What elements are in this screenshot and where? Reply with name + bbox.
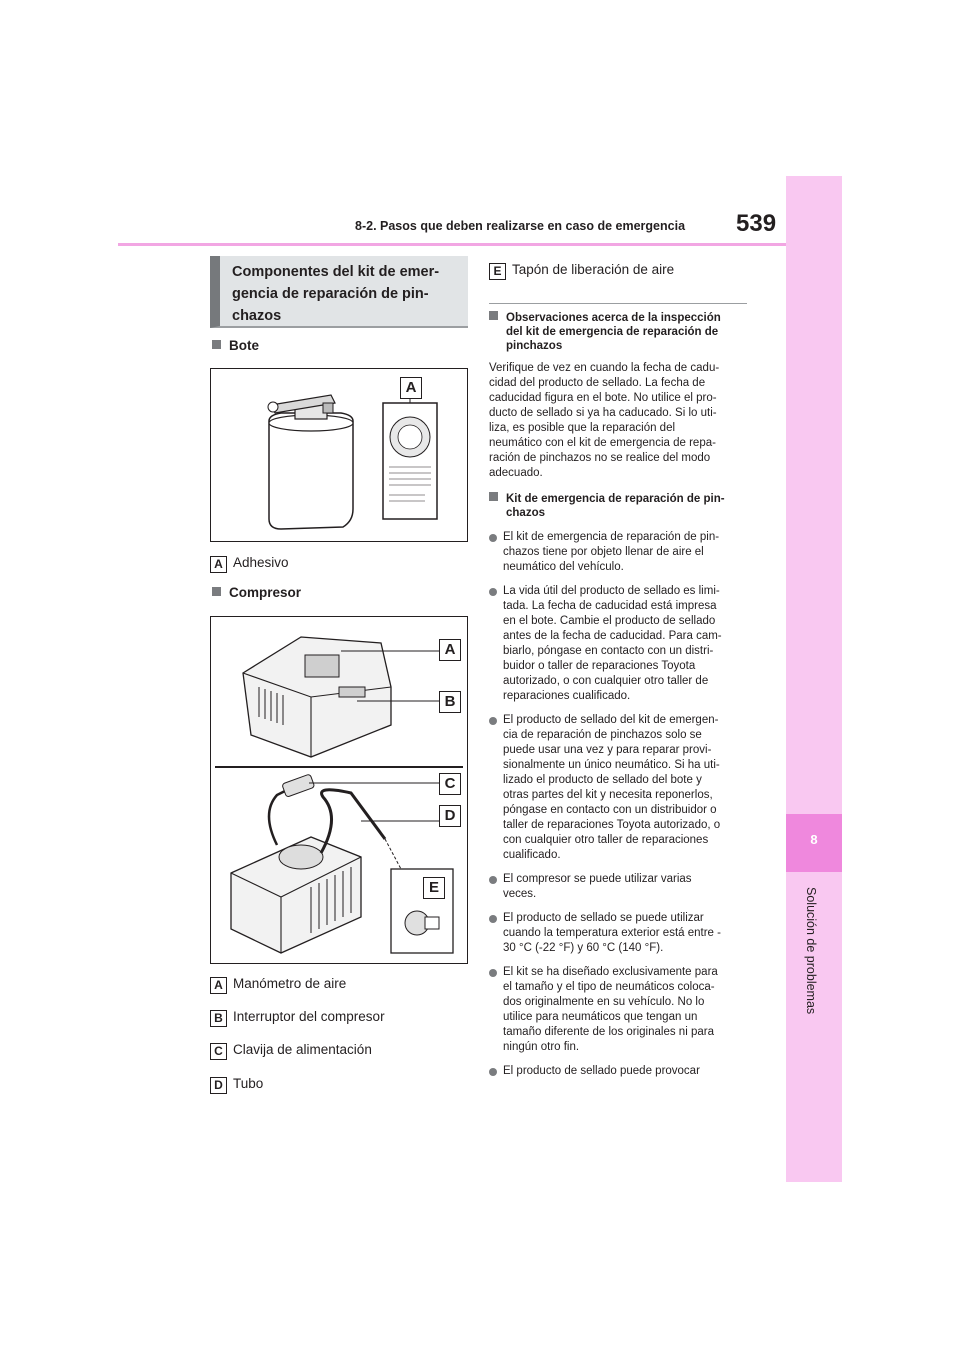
bullet-dot-icon: [489, 588, 497, 596]
bullet-line: El producto de sellado del kit de emergen-: [503, 714, 719, 726]
callout-d: D: [439, 805, 461, 827]
bullet-line: El producto de sellado se puede utilizar: [503, 912, 704, 924]
bullet-line: La vida útil del producto de sellado es limi-: [503, 585, 720, 597]
bullet-item: [489, 911, 751, 956]
legend-key: C: [210, 1043, 227, 1060]
note-heading-inspection: [489, 311, 751, 353]
bullet-dot-icon: [489, 717, 497, 725]
bullet-line: dos originalmente en su vehículo. No lo: [503, 996, 705, 1008]
bullet-line: sionalmente un único neumático. Si ha uti-: [503, 759, 720, 771]
bullet-line: ningún otro fin.: [503, 1041, 580, 1053]
note-heading-line: chazos: [506, 507, 545, 519]
legend-text: Adhesivo: [233, 555, 289, 570]
bullet-dot-icon: [489, 969, 497, 977]
note-heading-kit: [489, 492, 751, 520]
bullet-line: lizado el producto de sellado del bote y: [503, 774, 702, 786]
bullet-line: biarlo, póngase en contacto con un distri-: [503, 645, 714, 657]
paragraph-line: neumático con el kit de emergencia de repa-: [489, 437, 716, 449]
bullet-line: cia de reparación de pinchazos solo se: [503, 729, 702, 741]
subhead-compressor-text: Compresor: [229, 585, 302, 600]
bullet-line: póngase en contacto con un distribuidor o: [503, 804, 717, 816]
chapter-number: 8: [810, 832, 818, 847]
bullet-item: [489, 965, 751, 1055]
paragraph-line: cidad del producto de sellado. La fecha de: [489, 377, 706, 389]
subhead-bottle: [212, 338, 259, 353]
section-heading-line: chazos: [232, 308, 282, 324]
bullet-line: utilice para neumáticos que tengan un: [503, 1011, 698, 1023]
callout-c: C: [439, 773, 461, 795]
compressor-illustration: [211, 617, 467, 963]
section-heading: [210, 256, 468, 328]
paragraph-line: ducto de sellado si ya ha caducado. Si lo uti-: [489, 407, 717, 419]
legend-key: A: [210, 977, 227, 994]
legend-key: B: [210, 1010, 227, 1027]
note-heading-line: pinchazos: [506, 340, 563, 352]
subhead-compressor: [212, 585, 301, 600]
legend-item: [210, 1076, 263, 1094]
page-number: 539: [736, 210, 777, 237]
square-bullet-icon: [489, 311, 498, 320]
bullet-line: neumático del vehículo.: [503, 561, 624, 573]
legend-item: [210, 1009, 385, 1027]
square-bullet-icon: [212, 587, 221, 596]
section-heading-line: Componentes del kit de emer-: [232, 264, 440, 280]
legend-text: Tapón de liberación de aire: [512, 262, 675, 277]
note-heading-line: del kit de emergencia de reparación de: [506, 326, 719, 338]
chapter-label: Solución de problemas: [804, 887, 818, 1015]
bullet-dot-icon: [489, 915, 497, 923]
bullet-line: otras partes del kit y necesita reponerlos,: [503, 789, 713, 801]
note-paragraph: [489, 361, 751, 481]
bullet-item: [489, 1064, 751, 1079]
bullet-dot-icon: [489, 1068, 497, 1076]
header-rule: [118, 243, 786, 246]
legend-item: [210, 1042, 372, 1060]
bullet-line: tamaño diferente de los originales ni para: [503, 1026, 714, 1038]
bullet-line: con cualquier otro taller de reparaciones: [503, 834, 709, 846]
bullet-line: tada. La fecha de caducidad está impresa: [503, 600, 717, 612]
bullet-item: [489, 872, 751, 902]
bullet-line: en el bote. Cambie el producto de sellado: [503, 615, 716, 627]
bullet-line: autorizado, o con cualquier otro taller de: [503, 675, 709, 687]
bullet-item: [489, 530, 751, 575]
legend-text: Interruptor del compresor: [233, 1009, 385, 1024]
bullet-line: buidor o taller de reparaciones Toyota: [503, 660, 696, 672]
bullet-line: chazos tiene por objeto llenar de aire el: [503, 546, 704, 558]
callout-b: B: [439, 691, 461, 713]
paragraph-line: liza, es posible que la reparación del: [489, 422, 676, 434]
legend-item: [489, 262, 674, 280]
bullet-line: veces.: [503, 888, 537, 900]
bottle-figure: [210, 368, 468, 542]
legend-key: D: [210, 1077, 227, 1094]
bullet-line: el tamaño y el tipo de neumáticos coloca-: [503, 981, 715, 993]
callout-e: E: [423, 877, 445, 899]
bullet-line: cuando la temperatura exterior está entre -: [503, 927, 721, 939]
section-heading-line: gencia de reparación de pin-: [232, 286, 429, 302]
note-heading-line: Observaciones acerca de la inspección: [506, 312, 721, 324]
bullet-line: 30 °C (-22 °F) y 60 °C (140 °F).: [503, 942, 664, 954]
bullet-line: El compresor se puede utilizar varias: [503, 873, 692, 885]
paragraph-line: adecuado.: [489, 467, 543, 479]
square-bullet-icon: [212, 340, 221, 349]
bottle-illustration: [211, 369, 467, 541]
bullet-line: reparaciones cualificado.: [503, 690, 631, 702]
bullet-line: puede usar una vez y para reparar provi-: [503, 744, 712, 756]
compressor-figure: [210, 616, 468, 964]
bullet-line: cualificado.: [503, 849, 561, 861]
legend-item: [210, 976, 346, 994]
legend-key: E: [489, 263, 506, 280]
paragraph-line: ración de pinchazos no se realice del modo: [489, 452, 711, 464]
callout-a: A: [439, 639, 461, 661]
bullet-item: [489, 584, 751, 704]
square-bullet-icon: [489, 492, 498, 501]
bullet-line: El kit de emergencia de reparación de pin-: [503, 531, 720, 543]
bullet-line: El kit se ha diseñado exclusivamente para: [503, 966, 718, 978]
legend-text: Manómetro de aire: [233, 976, 347, 991]
subhead-bottle-text: Bote: [229, 338, 259, 353]
legend-key: A: [210, 556, 227, 573]
bullet-dot-icon: [489, 876, 497, 884]
paragraph-line: Verifique de vez en cuando la fecha de cadu-: [489, 362, 720, 374]
chapter-title: 8-2. Pasos que deben realizarse en caso de emergencia: [355, 219, 686, 233]
notes-rule: [489, 303, 747, 304]
legend-text: Tubo: [233, 1076, 264, 1091]
notes-column: [489, 311, 751, 1079]
bullet-item: [489, 713, 751, 863]
legend-item: [210, 555, 289, 573]
bullet-line: taller de reparaciones Toyota autorizado, o: [503, 819, 721, 831]
note-heading-line: Kit de emergencia de reparación de pin-: [506, 493, 725, 505]
bullet-line: El producto de sellado puede provocar: [503, 1065, 700, 1077]
paragraph-line: caducidad figura en el bote. No utilice el pro-: [489, 392, 717, 404]
callout-a: A: [400, 377, 422, 399]
bullet-dot-icon: [489, 534, 497, 542]
bullet-line: antes de la fecha de caducidad. Para cam-: [503, 630, 722, 642]
legend-text: Clavija de alimentación: [233, 1042, 372, 1057]
